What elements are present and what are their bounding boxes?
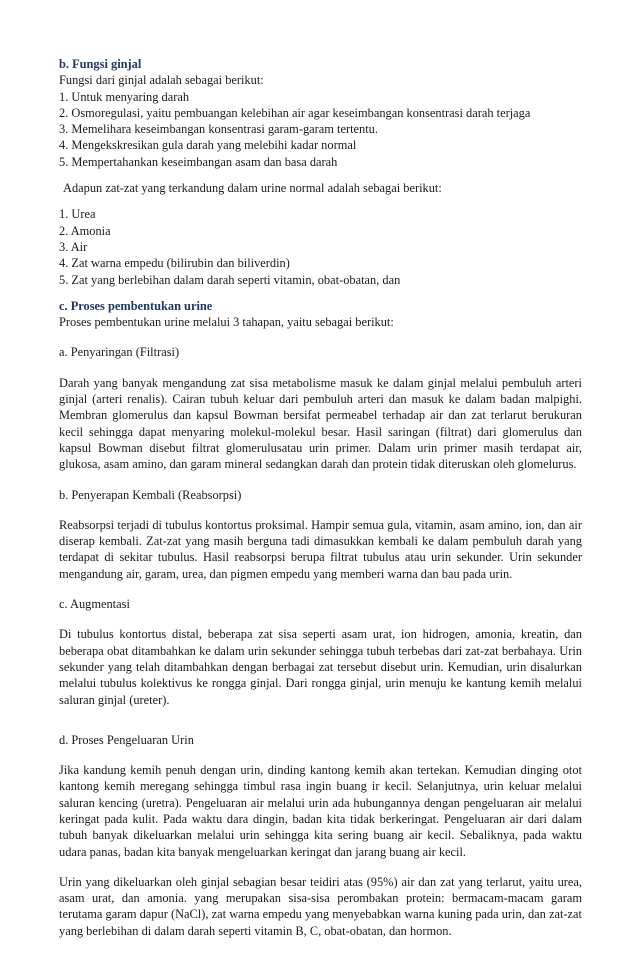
list-item: 3. Air	[59, 239, 88, 254]
list-item: 1. Urea	[59, 207, 96, 222]
fungsi-list	[59, 89, 582, 170]
list-item: 1. Untuk menyaring darah	[59, 89, 190, 104]
subsection-title-augmentasi: c. Augmentasi	[59, 597, 130, 612]
section-heading-fungsi: b. Fungsi ginjal	[59, 57, 142, 71]
paragraph-augmentasi: Di tubulus kontortus distal, beberapa zat sisa seperti asam urat, ion hidrogen, amonia, kreatin, dan beberapa obat ditambahkan ke dalam urin sekunder sehingga tubuh terbebas dari zat-zat berbahaya. Urin sekunder yang telah ditambahkan dengan berbagai zat tersebut disebut urin. Kemudian, urin disalurkan melalui tubulus kolektivus ke rongga ginjal. Dari rongga ginjal, urin menuju ke kantung kemih melalui saluran ginjal (ureter).	[59, 627, 582, 707]
paragraph-filtrasi: Darah yang banyak mengandung zat sisa metabolisme masuk ke dalam ginjal melalui pembuluh arteri ginjal (arteri renalis). Cairan tubuh keluar dari pembuluh arteri dan masuk ke dalam badan malpighi. Membran glomerulus dan kapsul Bowman bersifat permeabel terhadap air dan zat terlarut berukuran kecil sehingga dapat menyaring molekul-molekul besar. Hasil saringan (filtrat) dari glomerulus dan kapsul Bowman disebut filtrat glomerulusatau urin primer. Dalam urin primer masih terdapat air, glukosa, asam amino, dan garam mineral sedangkan darah dan protein tidak diteruskan oleh glomelurus.	[59, 375, 582, 472]
paragraph-reabsorpsi: Reabsorpsi terjadi di tubulus kontortus proksimal. Hampir semua gula, vitamin, asam amino, ion, dan air diserap kembali. Zat-zat yang masih berguna tadi dimasukkan kembali ke dalam pembuluh darah yang terdapat di sekitar tubulus. Hasil reabsorpsi berupa filtrat tubulus atau urin sekunder. Urin sekunder mengandung air, garam, urea, dan pigmen empedu yang memberi warna dan bau pada urin.	[59, 517, 582, 581]
list-item: 2. Osmoregulasi, yaitu pembuangan kelebihan air agar keseimbangan konsentrasi darah terjaga	[59, 105, 531, 120]
section-heading-proses: c. Proses pembentukan urine	[59, 298, 213, 313]
subsection-title-filtrasi: a. Penyaringan (Filtrasi)	[59, 345, 180, 360]
paragraph-pengeluaran-1: Jika kandung kemih penuh dengan urin, dinding kantong kemih akan tertekan. Kemudian dinging otot kantong kemih meregang sehingga timbul rasa ingin buang ir kecil. Selanjutnya, urin keluar melalui saluran kencing (uretra). Pengeluaran air melalui urin ada hubungannya dengan pengeluaran air melalui keringat pada kulit. Pada waktu dara dingin, badan kita tidak berkeringat. Pengeluaran air dari dalam tubuh banyak dikeluarkan melalui urin sehingga kita sering buang air kecil. Sebaliknya, pada waktu udara panas, badan kita banyak mengeluarkan keringat dan jarang buang air kecil.	[59, 763, 582, 859]
subsection-title-reabsorpsi: b. Penyerapan Kembali (Reabsorpsi)	[59, 487, 242, 502]
paragraph-pengeluaran-2: Urin yang dikeluarkan oleh ginjal sebagian besar teidiri atas (95%) air dan zat yang terlarut, yaitu urea, asam urat, dan amonia. yang merupakan sisa-sisa perombakan protein: bermacam-macam garam terutama garam dapur (NaCl), zat warna empedu yang menyebabkan warna kuning pada urin, dan zat-zat yang berlebihan di dalam darah seperti vitamin B, C, obat-obatan, dan hormon.	[59, 874, 582, 938]
zat-intro: Adapun zat-zat yang terkandung dalam urine normal adalah sebagai berikut:	[63, 181, 442, 196]
list-item: 3. Memelihara keseimbangan konsentrasi garam-garam tertentu.	[59, 122, 378, 137]
subsection-title-pengeluaran: d. Proses Pengeluaran Urin	[59, 732, 194, 747]
fungsi-intro: Fungsi dari ginjal adalah sebagai berikut:	[59, 73, 264, 88]
list-item: 5. Zat yang berlebihan dalam darah seperti vitamin, obat-obatan, dan	[59, 272, 401, 287]
list-item: 2. Amonia	[59, 223, 111, 238]
zat-list	[59, 206, 582, 287]
proses-intro: Proses pembentukan urine melalui 3 tahapan, yaitu sebagai berikut:	[59, 315, 394, 330]
list-item: 5. Mempertahankan keseimbangan asam dan basa darah	[59, 154, 338, 169]
list-item: 4. Mengekskresikan gula darah yang melebihi kadar normal	[59, 138, 357, 153]
list-item: 4. Zat warna empedu (bilirubin dan biliverdin)	[59, 256, 290, 271]
